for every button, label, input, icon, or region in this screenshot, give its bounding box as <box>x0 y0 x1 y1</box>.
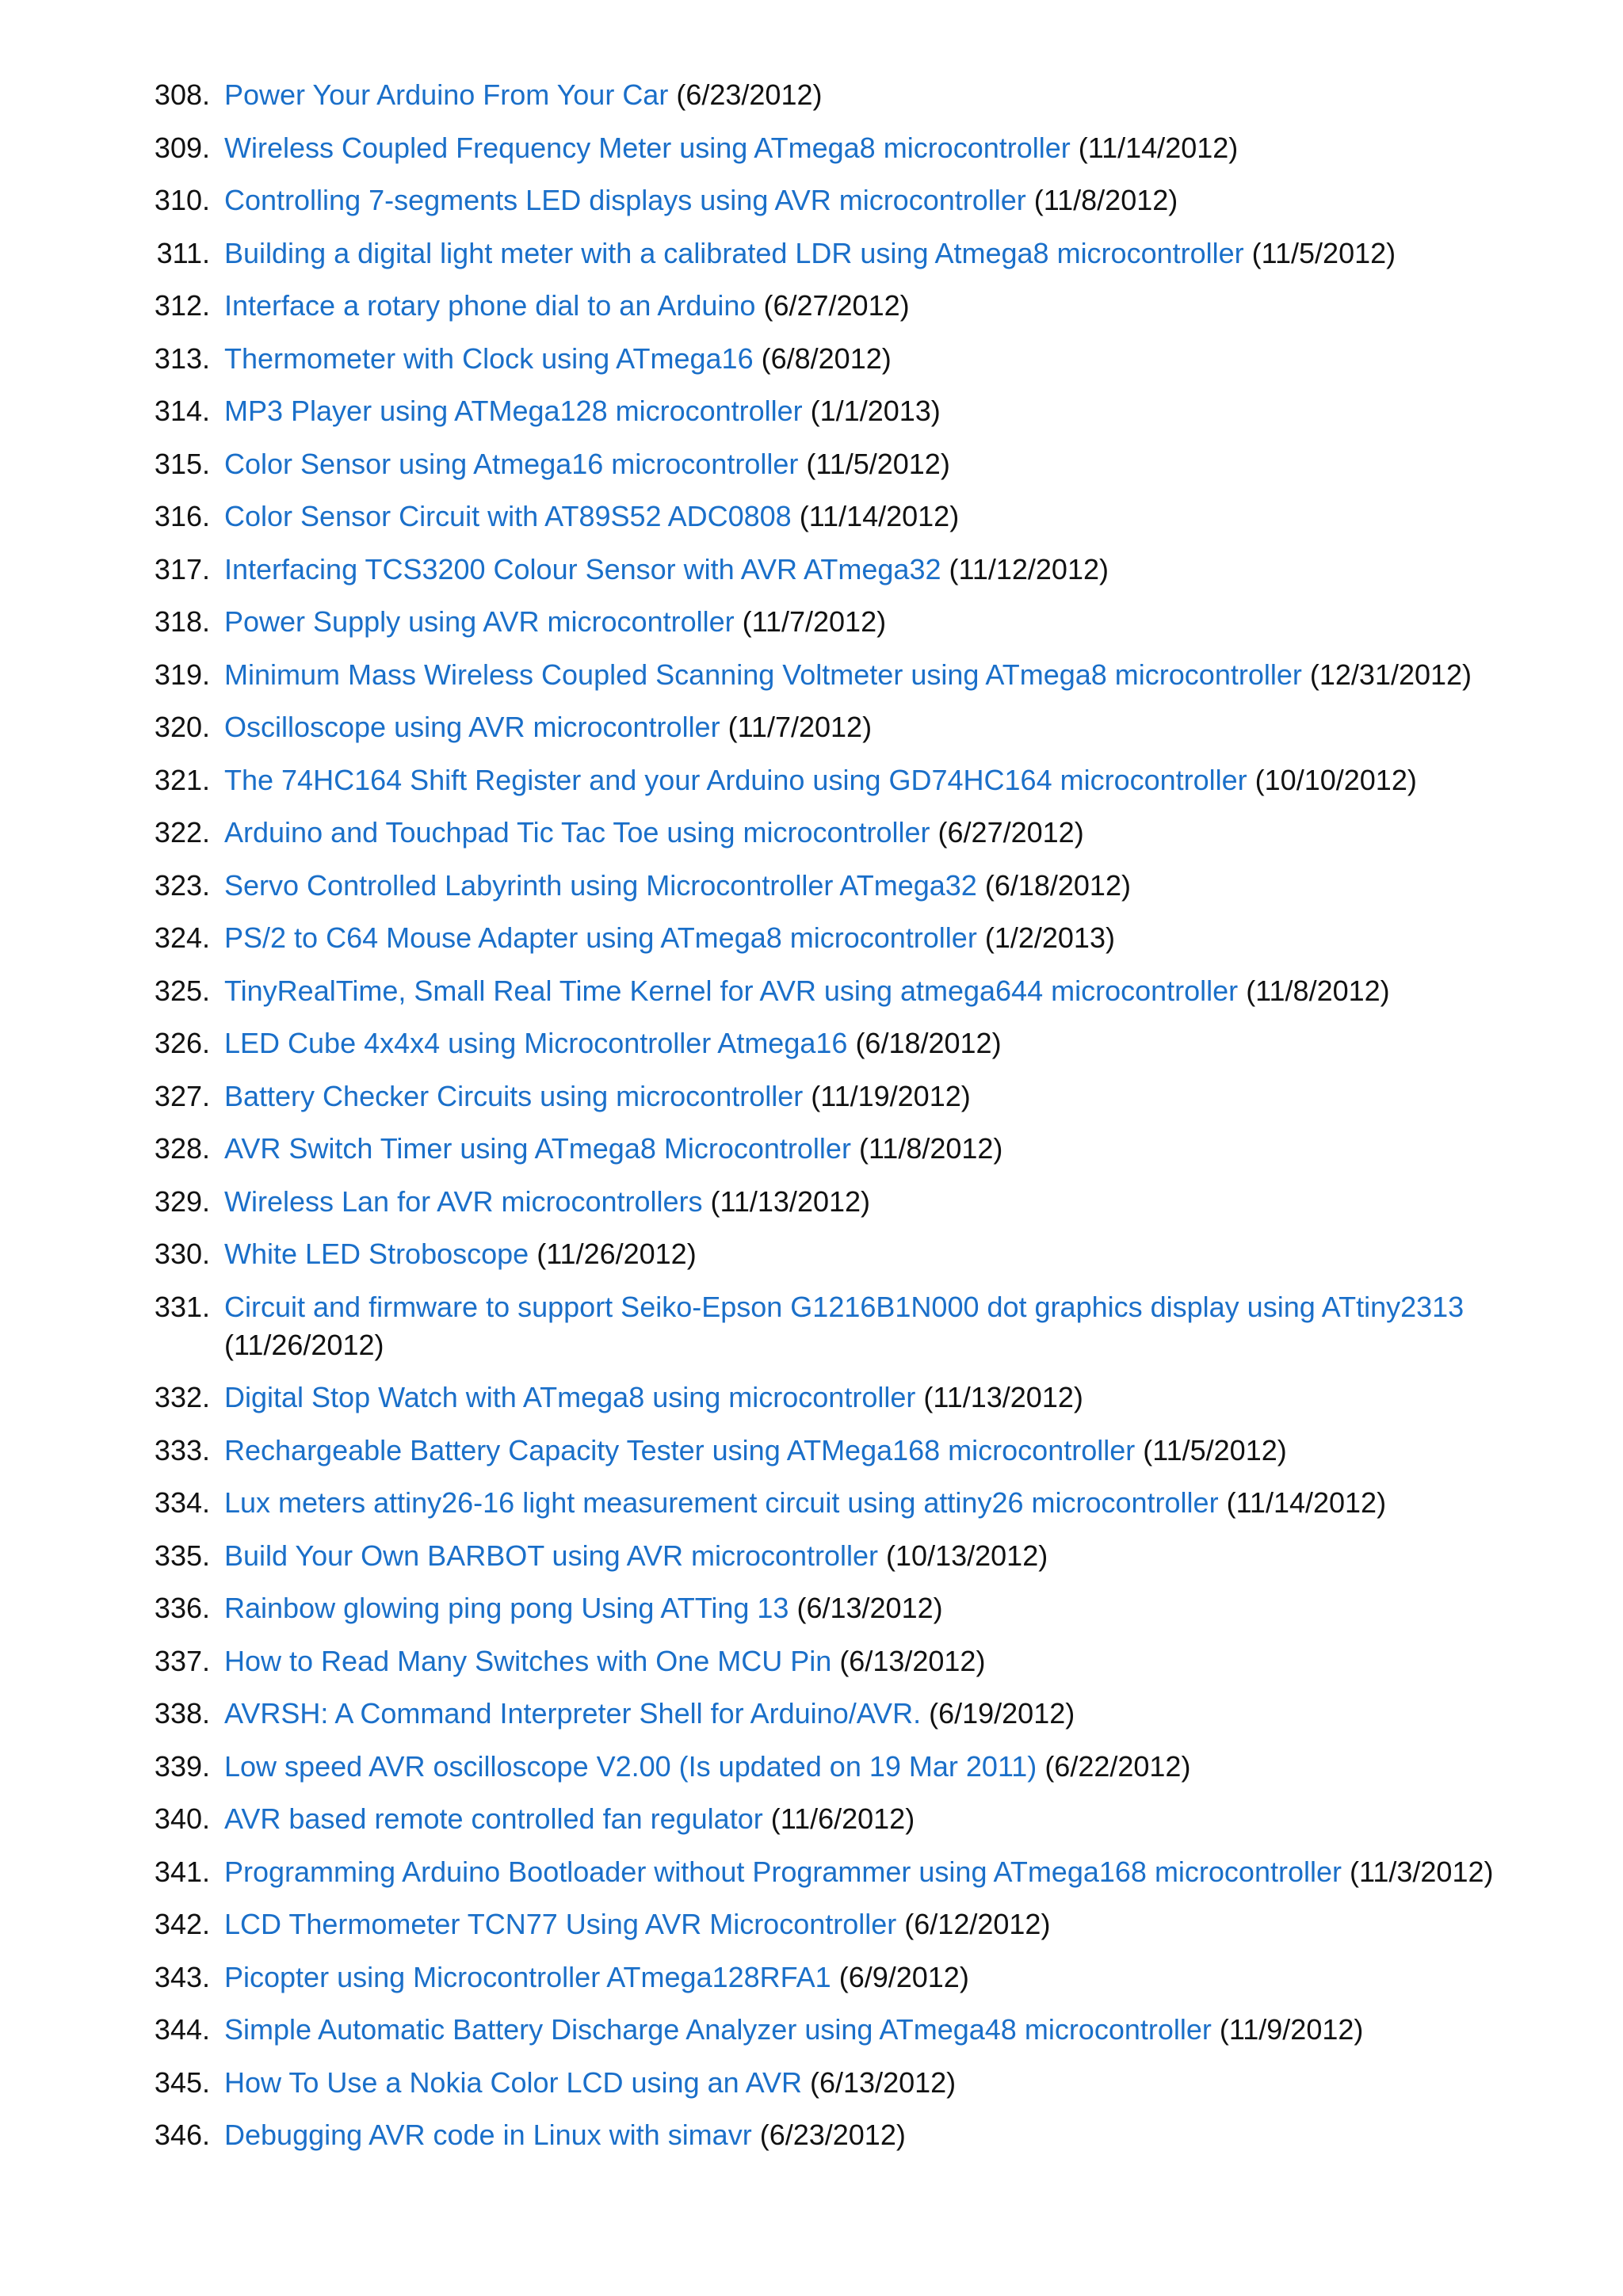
item-body <box>224 867 1532 905</box>
list-item <box>0 1235 1623 1273</box>
project-link[interactable]: Minimum Mass Wireless Coupled Scanning Voltmeter using ATmega8 microcontroller <box>224 658 1302 691</box>
item-body <box>224 1589 1532 1627</box>
project-link[interactable]: Digital Stop Watch with ATmega8 using microcontroller <box>224 1381 916 1413</box>
list-item <box>0 1288 1623 1364</box>
item-number: 308. <box>154 78 210 111</box>
item-body <box>224 392 1532 430</box>
item-number: 335. <box>154 1539 210 1572</box>
item-number: 329. <box>154 1184 210 1218</box>
item-date: (6/19/2012) <box>929 1697 1075 1730</box>
item-body <box>224 1537 1532 1575</box>
item-body <box>224 1905 1532 1943</box>
item-date: (6/8/2012) <box>761 341 892 375</box>
item-date: (11/8/2012) <box>1246 974 1390 1007</box>
item-body <box>224 814 1532 852</box>
project-link[interactable]: Color Sensor Circuit with AT89S52 ADC0808 <box>224 500 792 532</box>
list-item <box>0 551 1623 589</box>
item-body <box>224 1958 1532 1997</box>
list-item <box>0 1537 1623 1575</box>
project-link[interactable]: AVR based remote controlled fan regulator <box>224 1802 763 1835</box>
item-number: 328. <box>154 1132 210 1165</box>
item-body <box>224 235 1532 273</box>
list-item <box>0 1484 1623 1522</box>
list-item <box>0 287 1623 325</box>
item-number: 322. <box>154 816 210 849</box>
item-number: 341. <box>154 1855 210 1888</box>
project-link[interactable]: Lux meters attiny26-16 light measurement circuit using attiny26 microcontroller <box>224 1486 1219 1519</box>
project-link[interactable]: Rainbow glowing ping pong Using ATTing 13 <box>224 1592 789 1624</box>
list-item <box>0 972 1623 1010</box>
list-item <box>0 1130 1623 1168</box>
item-body <box>224 603 1532 641</box>
item-body <box>224 1235 1532 1273</box>
item-number: 323. <box>154 868 210 902</box>
list-item <box>0 1077 1623 1116</box>
item-body <box>224 498 1532 536</box>
list-item <box>0 498 1623 536</box>
item-body <box>224 708 1532 746</box>
item-body <box>224 1024 1532 1062</box>
project-link[interactable]: Rechargeable Battery Capacity Tester using ATMega168 microcontroller <box>224 1433 1136 1466</box>
item-body <box>224 1800 1532 1838</box>
item-body <box>224 1748 1532 1786</box>
project-link[interactable]: How to Read Many Switches with One MCU Pin <box>224 1644 832 1677</box>
list-item <box>0 181 1623 219</box>
item-number: 318. <box>154 605 210 638</box>
item-body <box>224 1379 1532 1417</box>
item-number: 312. <box>154 289 210 322</box>
item-body <box>224 1288 1532 1364</box>
list-item <box>0 2064 1623 2102</box>
item-date: (6/13/2012) <box>810 2065 957 2099</box>
list-item <box>0 1905 1623 1943</box>
item-number: 333. <box>154 1433 210 1466</box>
project-link[interactable]: Low speed AVR oscilloscope V2.00 (Is updated on 19 Mar 2011) <box>224 1749 1037 1783</box>
item-number: 315. <box>154 447 210 480</box>
item-body <box>224 919 1532 957</box>
item-date: (6/18/2012) <box>855 1027 1002 1059</box>
project-link[interactable]: Circuit and firmware to support Seiko-Epson G1216B1N000 dot graphics display using ATtiny2313 <box>224 1290 1465 1323</box>
item-body <box>224 340 1532 378</box>
list-item <box>0 2011 1623 2049</box>
project-link[interactable]: Controlling 7-segments LED displays using AVR microcontroller <box>224 184 1026 216</box>
item-date: (11/9/2012) <box>1219 2013 1364 2046</box>
list-item <box>0 76 1623 114</box>
item-date: (12/31/2012) <box>1309 658 1472 691</box>
list-item <box>0 129 1623 167</box>
item-date: (11/6/2012) <box>770 1802 915 1835</box>
project-link[interactable]: Programming Arduino Bootloader without Programmer using ATmega168 microcontroller <box>224 1855 1342 1888</box>
project-link[interactable]: AVRSH: A Command Interpreter Shell for Arduino/AVR. <box>224 1697 922 1730</box>
project-link[interactable]: Power Your Arduino From Your Car <box>224 78 669 111</box>
project-list <box>0 76 1623 2169</box>
list-item <box>0 656 1623 694</box>
project-link[interactable]: Thermometer with Clock using ATmega16 <box>224 341 754 375</box>
item-body <box>224 1853 1532 1891</box>
item-body <box>224 76 1532 114</box>
project-link[interactable]: LED Cube 4x4x4 using Microcontroller Atmega16 <box>224 1027 848 1059</box>
item-body <box>224 1484 1532 1522</box>
project-link[interactable]: White LED Stroboscope <box>224 1238 529 1270</box>
item-date: (6/22/2012) <box>1044 1749 1191 1783</box>
list-item <box>0 2116 1623 2154</box>
item-body <box>224 1077 1532 1116</box>
item-number: 325. <box>154 974 210 1007</box>
list-item <box>0 340 1623 378</box>
list-item <box>0 1958 1623 1997</box>
item-body <box>224 181 1532 219</box>
item-date: (11/14/2012) <box>799 500 960 532</box>
item-number: 330. <box>154 1238 210 1270</box>
item-number: 324. <box>154 921 210 954</box>
item-body <box>224 1183 1532 1221</box>
item-body <box>224 1642 1532 1680</box>
item-body <box>224 2011 1532 2049</box>
item-number: 314. <box>154 395 210 427</box>
list-item <box>0 235 1623 273</box>
project-link[interactable]: Battery Checker Circuits using microcontroller <box>224 1079 804 1112</box>
item-date: (11/5/2012) <box>1143 1433 1287 1466</box>
item-date: (11/8/2012) <box>1033 184 1178 216</box>
item-number: 334. <box>154 1486 210 1519</box>
item-number: 331. <box>154 1290 210 1323</box>
item-date: (10/13/2012) <box>886 1539 1048 1572</box>
project-link[interactable]: Interfacing TCS3200 Colour Sensor with AVR ATmega32 <box>224 552 941 585</box>
list-item <box>0 603 1623 641</box>
item-body <box>224 2064 1532 2102</box>
item-body <box>224 1432 1532 1470</box>
item-body <box>224 2116 1532 2154</box>
project-link[interactable]: How To Use a Nokia Color LCD using an AVR <box>224 2065 802 2099</box>
item-number: 327. <box>154 1079 210 1112</box>
list-item <box>0 1589 1623 1627</box>
item-body <box>224 551 1532 589</box>
list-item <box>0 761 1623 799</box>
item-date: (11/12/2012) <box>949 552 1109 585</box>
item-number: 316. <box>154 500 210 532</box>
project-link[interactable]: PS/2 to C64 Mouse Adapter using ATmega8 microcontroller <box>224 921 977 954</box>
item-date: (11/19/2012) <box>811 1079 971 1112</box>
item-date: (6/13/2012) <box>839 1644 986 1677</box>
project-link[interactable]: AVR Switch Timer using ATmega8 Microcontroller <box>224 1132 851 1165</box>
list-item <box>0 1853 1623 1891</box>
list-item <box>0 1379 1623 1417</box>
list-item <box>0 1800 1623 1838</box>
item-number: 340. <box>154 1802 210 1835</box>
item-number: 338. <box>154 1697 210 1730</box>
item-number: 346. <box>154 2119 210 2151</box>
item-number: 310. <box>154 184 210 216</box>
project-link[interactable]: Arduino and Touchpad Tic Tac Toe using microcontroller <box>224 816 930 849</box>
item-number: 311. <box>156 236 210 269</box>
item-date: (6/23/2012) <box>676 78 823 111</box>
item-number: 336. <box>154 1592 210 1624</box>
list-item <box>0 919 1623 957</box>
project-link[interactable]: Servo Controlled Labyrinth using Microcontroller ATmega32 <box>224 868 977 902</box>
project-link[interactable]: Power Supply using AVR microcontroller <box>224 605 735 638</box>
list-item <box>0 1695 1623 1733</box>
item-body <box>224 287 1532 325</box>
project-link[interactable]: Picopter using Microcontroller ATmega128RFA1 <box>224 1960 831 1993</box>
item-date: (1/2/2013) <box>984 921 1115 954</box>
project-link[interactable]: Color Sensor using Atmega16 microcontroller <box>224 447 799 480</box>
item-body <box>224 1130 1532 1168</box>
item-date: (11/13/2012) <box>710 1184 871 1218</box>
item-date: (6/13/2012) <box>796 1592 943 1624</box>
project-link[interactable]: Wireless Lan for AVR microcontrollers <box>224 1184 703 1218</box>
item-number: 343. <box>154 1960 210 1993</box>
project-link[interactable]: Oscilloscope using AVR microcontroller <box>224 711 720 743</box>
project-link[interactable]: Building a digital light meter with a calibrated LDR using Atmega8 microcontroller <box>224 236 1244 269</box>
item-number: 319. <box>154 658 210 691</box>
item-number: 332. <box>154 1381 210 1413</box>
item-number: 345. <box>154 2065 210 2099</box>
item-date: (6/18/2012) <box>984 868 1131 902</box>
project-link[interactable]: Wireless Coupled Frequency Meter using ATmega8 microcontroller <box>224 131 1071 164</box>
item-date: (6/12/2012) <box>904 1908 1051 1940</box>
list-item <box>0 445 1623 483</box>
item-date: (11/14/2012) <box>1078 131 1239 164</box>
list-item <box>0 814 1623 852</box>
project-link[interactable]: TinyRealTime, Small Real Time Kernel for AVR using atmega644 microcontroller <box>224 974 1239 1007</box>
item-body <box>224 445 1532 483</box>
item-date: (11/26/2012) <box>537 1238 697 1270</box>
item-number: 320. <box>154 711 210 743</box>
item-date: (6/9/2012) <box>838 1960 969 1993</box>
item-body <box>224 129 1532 167</box>
item-date: (11/13/2012) <box>923 1381 1083 1413</box>
item-body <box>224 972 1532 1010</box>
list-item <box>0 1432 1623 1470</box>
list-item <box>0 708 1623 746</box>
item-number: 317. <box>154 552 210 585</box>
list-item <box>0 1642 1623 1680</box>
project-link[interactable]: Debugging AVR code in Linux with simavr <box>224 2119 752 2151</box>
item-number: 337. <box>154 1644 210 1677</box>
project-link[interactable]: Build Your Own BARBOT using AVR microcontroller <box>224 1539 879 1572</box>
item-date: (11/7/2012) <box>742 605 887 638</box>
item-body <box>224 656 1532 694</box>
project-link[interactable]: LCD Thermometer TCN77 Using AVR Microcontroller <box>224 1908 897 1940</box>
item-date: (11/8/2012) <box>858 1132 1003 1165</box>
item-date: (10/10/2012) <box>1254 763 1417 796</box>
list-item <box>0 867 1623 905</box>
item-body <box>224 1695 1532 1733</box>
list-item <box>0 1024 1623 1062</box>
list-item <box>0 1183 1623 1221</box>
item-date: (6/23/2012) <box>759 2119 906 2151</box>
project-link[interactable]: Simple Automatic Battery Discharge Analyzer using ATmega48 microcontroller <box>224 2013 1212 2046</box>
item-date: (11/3/2012) <box>1350 1855 1494 1888</box>
item-number: 309. <box>154 131 210 164</box>
item-date: (6/27/2012) <box>938 816 1084 849</box>
item-date: (11/14/2012) <box>1226 1486 1387 1519</box>
item-date: (11/5/2012) <box>1251 236 1396 269</box>
item-number: 326. <box>154 1027 210 1059</box>
item-date: (1/1/2013) <box>810 395 941 427</box>
project-link[interactable]: MP3 Player using ATMega128 microcontroller <box>224 395 803 427</box>
project-link[interactable]: The 74HC164 Shift Register and your Arduino using GD74HC164 microcontroller <box>224 763 1247 796</box>
item-number: 313. <box>154 341 210 375</box>
list-item <box>0 392 1623 430</box>
item-number: 321. <box>154 763 210 796</box>
item-number: 342. <box>154 1908 210 1940</box>
item-number: 339. <box>154 1749 210 1783</box>
item-date: (11/7/2012) <box>727 711 873 743</box>
item-body <box>224 761 1532 799</box>
project-link[interactable]: Interface a rotary phone dial to an Arduino <box>224 289 756 322</box>
item-number: 344. <box>154 2013 210 2046</box>
list-item <box>0 1748 1623 1786</box>
item-date: (11/26/2012) <box>224 1328 384 1361</box>
item-date: (11/5/2012) <box>806 447 950 480</box>
item-date: (6/27/2012) <box>763 289 910 322</box>
